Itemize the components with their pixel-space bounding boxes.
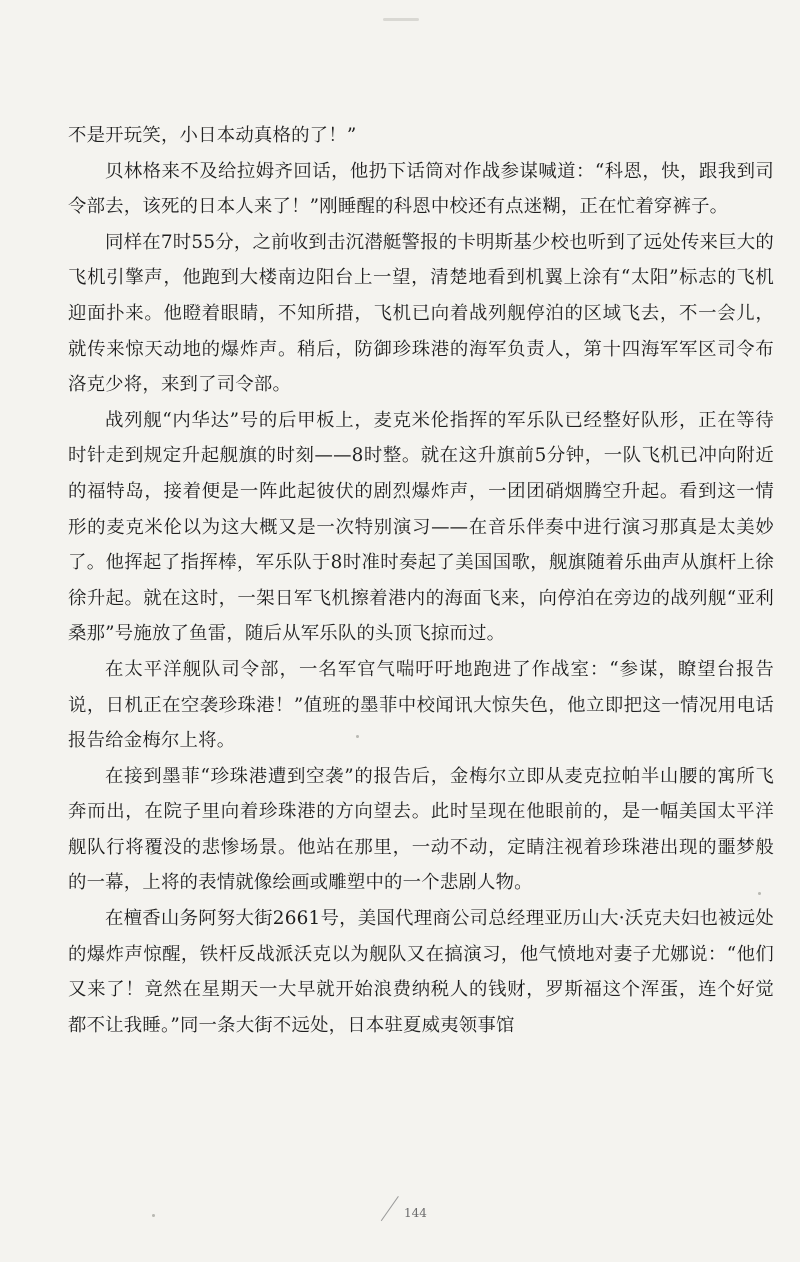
scan-mark (383, 18, 419, 21)
paragraph-2: 贝林格来不及给拉姆齐回话，他扔下话筒对作战参谋喊道：“科恩，快，跟我到司令部去，该死的日本人来了！”刚睡醒的科恩中校还有点迷糊，正在忙着穿裤子。 (68, 160, 774, 218)
page-number: 144 (404, 1206, 427, 1220)
paragraph-1: 不是开玩笑，小日本动真格的了！” (68, 125, 357, 146)
body-text (68, 118, 774, 1043)
scan-speck (152, 1214, 155, 1217)
page-number-slash (381, 1196, 399, 1221)
scan-speck (758, 892, 761, 895)
scan-speck (356, 735, 359, 738)
paragraph-5: 在太平洋舰队司令部，一名军官气喘吁吁地跑进了作战室：“参谋，瞭望台报告说，日机正在空袭珍珠港！”值班的墨菲中校闻讯大惊失色，他立即把这一情况用电话报告给金梅尔上将。 (68, 658, 774, 752)
paragraph-4: 战列舰“内华达”号的后甲板上，麦克米伦指挥的军乐队已经整好队形，正在等待时针走到规定升起舰旗的时刻——8时整。就在这升旗前5分钟，一队飞机已冲向附近的福特岛，接着便是一阵此起彼伏的剧烈爆炸声，一团团硝烟腾空升起。看到这一情形的麦克米伦以为这大概又是一次特别演习——在音乐伴奏中进行演习那真是太美妙了。他挥起了指挥棒，军乐队于8时准时奏起了美国国歌，舰旗随着乐曲声从旗杆上徐徐升起。就在这时，一架日军飞机擦着港内的海面飞来，向停泊在旁边的战列舰“亚利桑那”号施放了鱼雷，随后从军乐队的头顶飞掠而过。 (68, 409, 774, 645)
paragraph-6: 在接到墨菲“珍珠港遭到空袭”的报告后，金梅尔立即从麦克拉帕半山腰的寓所飞奔而出，在院子里向着珍珠港的方向望去。此时呈现在他眼前的，是一幅美国太平洋舰队行将覆没的悲惨场景。他站在那里，一动不动，定睛注视着珍珠港出现的噩梦般的一幕，上将的表情就像绘画或雕塑中的一个悲剧人物。 (68, 765, 774, 894)
paragraph-7: 在檀香山务阿努大街2661号，美国代理商公司总经理亚历山大·沃克夫妇也被远处的爆炸声惊醒，铁杆反战派沃克以为舰队又在搞演习，他气愤地对妻子尤娜说：“他们又来了！竟然在星期天一大早就开始浪费纳税人的钱财，罗斯福这个浑蛋，连个好觉都不让我睡。”同一条大街不远处，日本驻夏威夷领事馆 (68, 908, 774, 1036)
paragraph-3: 同样在7时55分，之前收到击沉潜艇警报的卡明斯基少校也听到了远处传来巨大的飞机引擎声，他跑到大楼南边阳台上一望，清楚地看到机翼上涂有“太阳”标志的飞机迎面扑来。他瞪着眼睛，不知所措，飞机已向着战列舰停泊的区域飞去，不一会儿，就传来惊天动地的爆炸声。稍后，防御珍珠港的海军负责人，第十四海军军区司令布洛克少将，来到了司令部。 (68, 231, 774, 396)
